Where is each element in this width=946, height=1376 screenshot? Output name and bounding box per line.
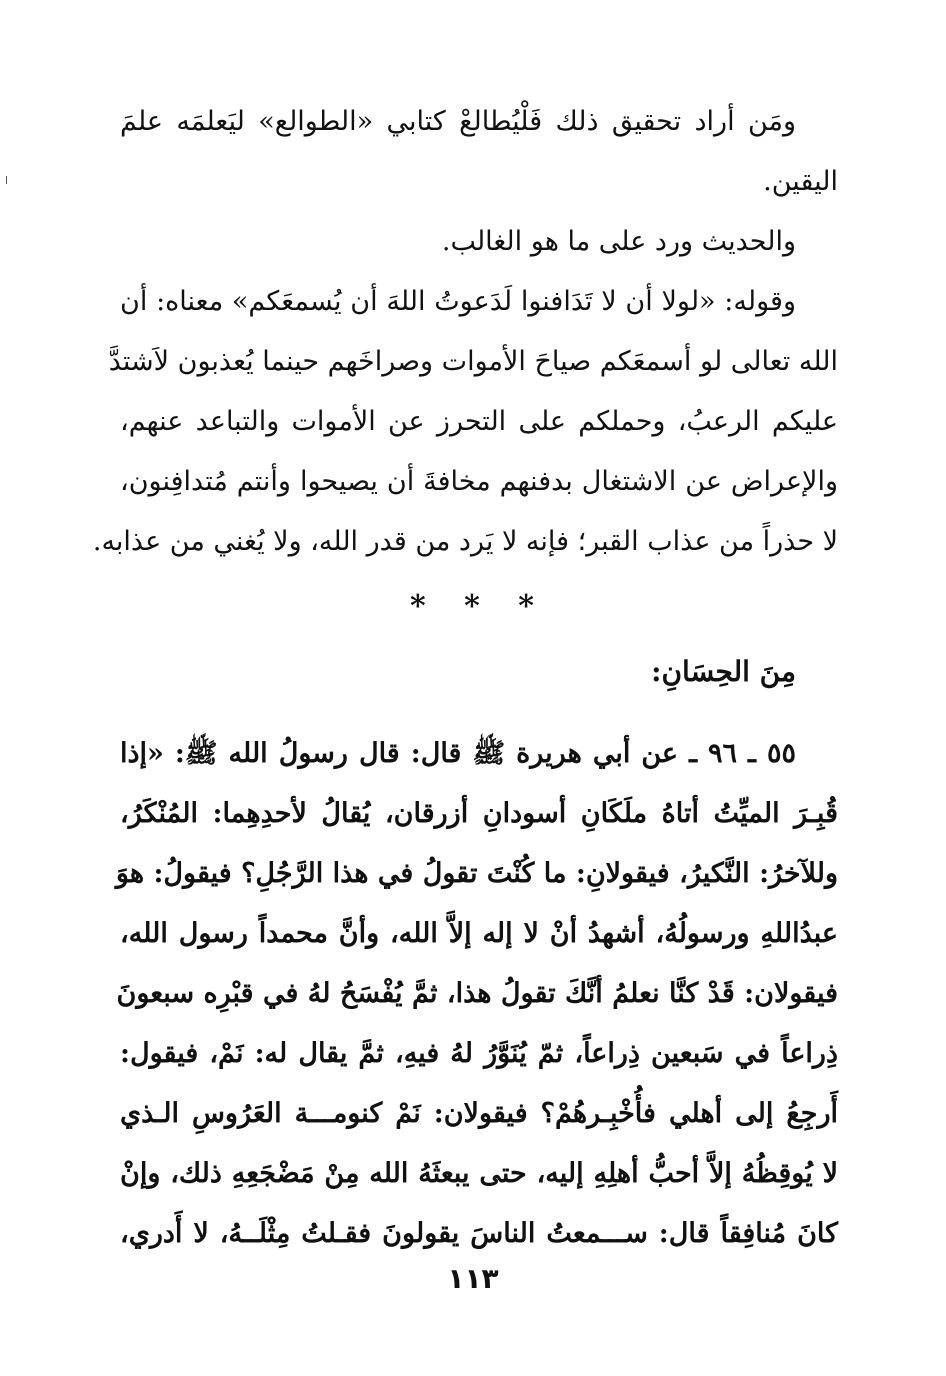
text-line: ومَن أراد تحقيق ذلك فَلْيُطالعْ كتابي «الطوالع» ليَعلمَه علمَ: [120, 106, 796, 137]
text-line: أَرجِعُ إلى أهلي فأُخْبِـرهُمْ؟ فيقولان: نَمْ كنومـــة العَرُوسِ الـذي: [120, 1098, 838, 1129]
text-line: قُبِـرَ الميِّتُ أتاهُ ملَكَانِ أسودانِ أزرقان، يُقالُ لأحدِهِما: المُنْكَرُ،: [120, 798, 838, 829]
paragraph-3: [92, 272, 838, 572]
text-line: ذِراعاً في سَبعين ذِراعاً، ثمّ يُنَوَّرُ لهُ فيهِ، ثمَّ يقال له: نَمْ، فيقول:: [120, 1038, 838, 1069]
scan-edge-mark: [6, 176, 7, 184]
text-line: والإعراض عن الاشتغال بدفنهم مخافةَ أن يصيحوا وأنتم مُتدافِنون،: [120, 466, 838, 497]
page-number: ١١٣: [447, 1262, 499, 1295]
text-line: لا يُوقِظُهُ إلاَّ أحبُّ أهلِهِ إليه، حتى يبعثَهُ الله مِنْ مَضْجَعِهِ ذلك، وإنْ: [120, 1158, 838, 1189]
text-line: عبدُاللهِ ورسولُهُ، أشهدُ أنْ لا إله إلاَّ الله، وأنَّ محمداً رسول الله،: [120, 918, 838, 949]
text-line: والحديث ورد على ما هو الغالب.: [441, 226, 796, 257]
text-line: لا حذراً من عذاب القبر؛ فإنه لا يَرد من قدر الله، ولا يُغني من عذابه.: [92, 526, 838, 557]
section-heading: مِنَ الحِسَانِ:: [651, 655, 796, 688]
text-line: وقوله: «لولا أن لا تَدَافنوا لَدَعوتُ اللهَ أن يُسمعَكم» معناه: أن: [120, 286, 796, 317]
text-line: ٥٥ ـ ٩٦ ـ عن أبي هريرة ﷺ قال: قال رسولُ الله ﷺ: «إذا: [120, 738, 796, 769]
text-line: اليقين.: [763, 166, 838, 197]
paragraph-1: [120, 92, 838, 212]
text-line: وللآخرُ: النَّكيرُ، فيقولانِ: ما كُنْتَ تقولُ في هذا الرَّجُلِ؟ فيقولُ: هوَ: [115, 858, 838, 889]
hadith-text: [115, 724, 838, 1264]
paragraph-2: [120, 212, 838, 272]
text-line: كانَ مُنافِقاً قال: ســـمعتُ الناسَ يقولونَ فقـلتُ مِثْلَــهُ، لا أَدري،: [120, 1218, 838, 1249]
text-line: فيقولان: قَدْ كنَّا نعلمُ أنَّكَ تقولُ هذا، ثمَّ يُفْسَحُ لهُ في قبْرِه سبعونَ: [116, 978, 838, 1009]
text-line: عليكم الرعبُ، وحملكم على التحرز عن الأموات والتباعد عنهم،: [120, 406, 838, 437]
section-divider: * * *: [410, 589, 548, 624]
book-page: [92, 92, 838, 1264]
text-line: الله تعالى لو أسمعَكم صياحَ الأموات وصراخَهم حينما يُعذبون لاَشتدَّ: [108, 346, 838, 377]
